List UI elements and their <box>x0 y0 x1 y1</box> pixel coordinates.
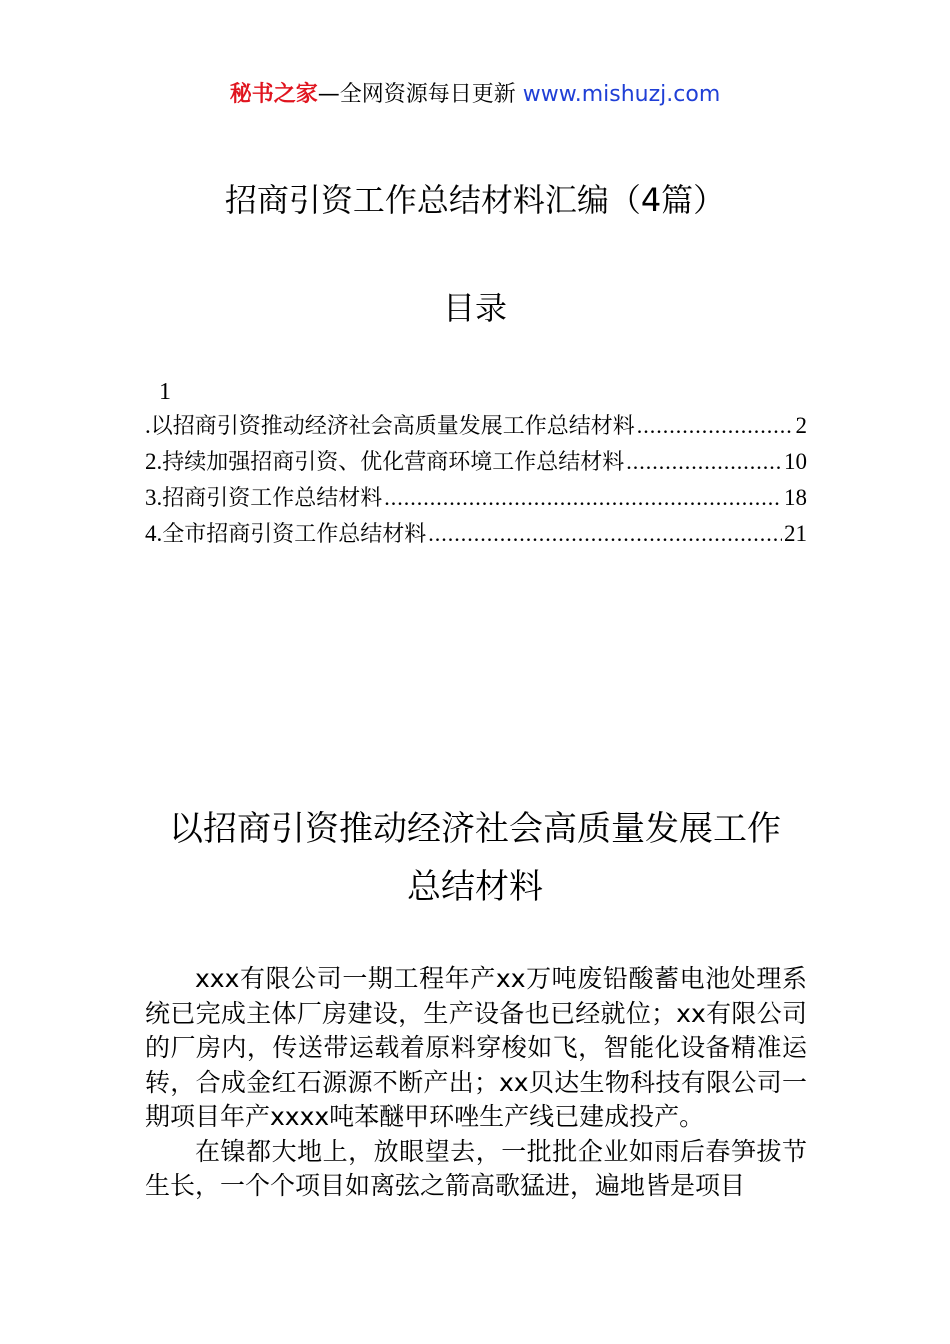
toc-entry[interactable] <box>145 444 807 480</box>
brand-name: 秘书之家 <box>229 82 318 107</box>
document-title: 招商引资工作总结材料汇编（4篇） <box>224 181 726 219</box>
toc-entry-number-overflow: 1 <box>159 379 171 405</box>
toc-heading: 目录 <box>442 289 507 327</box>
toc-dot-leader <box>626 444 782 479</box>
toc-entry[interactable] <box>145 516 807 552</box>
header-banner <box>0 80 950 110</box>
article-title-line: 总结材料 <box>407 867 543 907</box>
toc-dot-leader <box>384 480 782 515</box>
toc-entry-page: 18 <box>784 485 807 510</box>
toc-entry-page: 2 <box>795 413 807 438</box>
toc-entry-number: 2. <box>145 449 163 474</box>
toc-entry-label: 以招商引资推动经济社会高质量发展工作总结材料 <box>150 414 635 439</box>
article-title-line: 以招商引资推动经济社会高质量发展工作 <box>169 809 781 849</box>
toc-dot-leader <box>637 408 794 443</box>
toc-entry-page: 21 <box>784 521 807 546</box>
toc-entry-number: 4. <box>145 521 163 546</box>
table-of-contents <box>145 376 807 552</box>
toc-entry[interactable] <box>145 408 807 444</box>
body-paragraph: xxx有限公司一期工程年产xx万吨废铅酸蓄电池处理系统已完成主体厂房建设，生产设备也已经就位；xx有限公司的厂房内，传送带运载着原料穿梭如飞，智能化设备精准运转，合成金红石源源不断产出；xx贝达生物科技有限公司一期项目年产xxxx吨苯醚甲环唑生产线已建成投产。 <box>145 964 807 1131</box>
body-paragraph: 在镍都大地上，放眼望去，一批批企业如雨后春笋拔节生长，一个个项目如离弦之箭高歌猛进，遍地皆是项目 <box>145 1136 807 1200</box>
toc-entry-label: 全市招商引资工作总结材料 <box>162 522 427 547</box>
article-title <box>0 800 950 916</box>
site-link[interactable]: www.mishuzj.com <box>522 82 721 107</box>
toc-entry-label: 招商引资工作总结材料 <box>162 486 383 511</box>
toc-entry-number: . <box>145 413 151 438</box>
toc-entry-number: 3. <box>145 485 163 510</box>
toc-entry-page: 10 <box>784 449 807 474</box>
toc-entry[interactable] <box>145 480 807 516</box>
article-body <box>145 962 807 1204</box>
header-tagline: —全网资源每日更新 <box>317 82 516 107</box>
toc-entry-label: 持续加强招商引资、优化营商环境工作总结材料 <box>162 450 625 475</box>
toc-dot-leader <box>428 516 782 551</box>
